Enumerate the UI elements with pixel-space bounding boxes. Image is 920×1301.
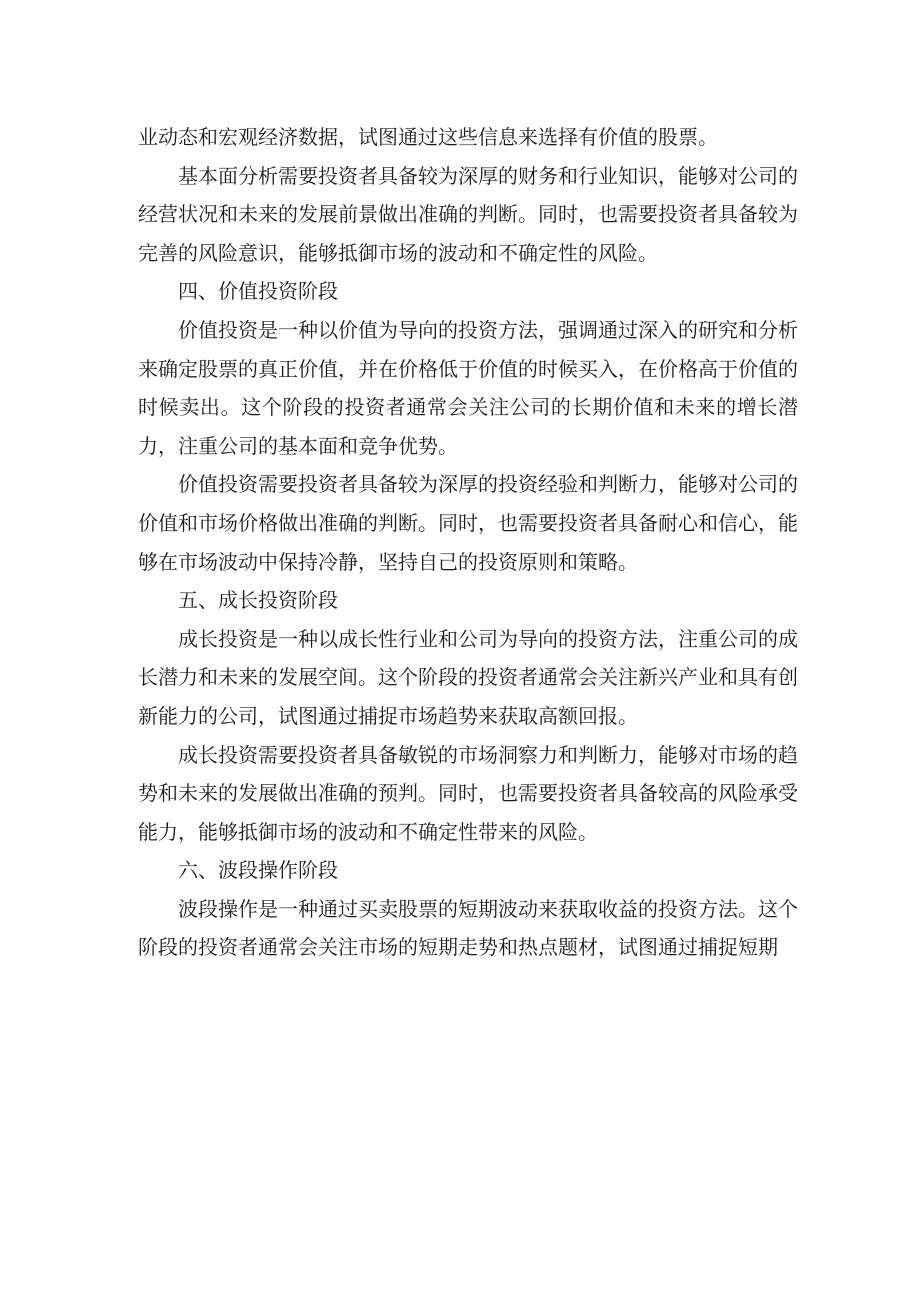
section-heading-swing-trading: 六、波段操作阶段: [178, 858, 338, 883]
document-body: [138, 118, 798, 967]
paragraph-swing-trading-definition: 波段操作是一种通过买卖股票的短期波动来获取收益的投资方法。这个阶段的投资者通常会关注市场的短期走势和热点题材，试图通过捕捉短期: [138, 896, 798, 960]
paragraph-growth-investing-requirements: 成长投资需要投资者具备敏锐的市场洞察力和判断力，能够对市场的趋势和未来的发展做出准确的预判。同时，也需要投资者具备较高的风险承受能力，能够抵御市场的波动和不确定性带来的风险。: [138, 742, 798, 844]
paragraph-fundamental-analysis-requirements: 基本面分析需要投资者具备较为深厚的财务和行业知识，能够对公司的经营状况和未来的发展前景做出准确的判断。同时，也需要投资者具备较为完善的风险意识，能够抵御市场的波动和不确定性的风险。: [138, 163, 798, 265]
section-heading-value-investing: 四、价值投资阶段: [178, 279, 338, 304]
paragraph-value-investing-requirements: 价值投资需要投资者具备较为深厚的投资经验和判断力，能够对公司的价值和市场价格做出准确的判断。同时，也需要投资者具备耐心和信心，能够在市场波动中保持冷静，坚持自己的投资原则和策略。: [138, 472, 798, 574]
section-heading-growth-investing: 五、成长投资阶段: [178, 588, 338, 613]
paragraph-continuation: 业动态和宏观经济数据，试图通过这些信息来选择有价值的股票。: [138, 125, 718, 149]
paragraph-value-investing-definition: 价值投资是一种以价值为导向的投资方法，强调通过深入的研究和分析来确定股票的真正价值，并在价格低于价值的时候买入，在价格高于价值的时候卖出。这个阶段的投资者通常会关注公司的长期价值和未来的增长潜力，注重公司的基本面和竞争优势。: [138, 317, 798, 458]
paragraph-growth-investing-definition: 成长投资是一种以成长性行业和公司为导向的投资方法，注重公司的成长潜力和未来的发展空间。这个阶段的投资者通常会关注新兴产业和具有创新能力的公司，试图通过捕捉市场趋势来获取高额回报。: [138, 626, 798, 728]
